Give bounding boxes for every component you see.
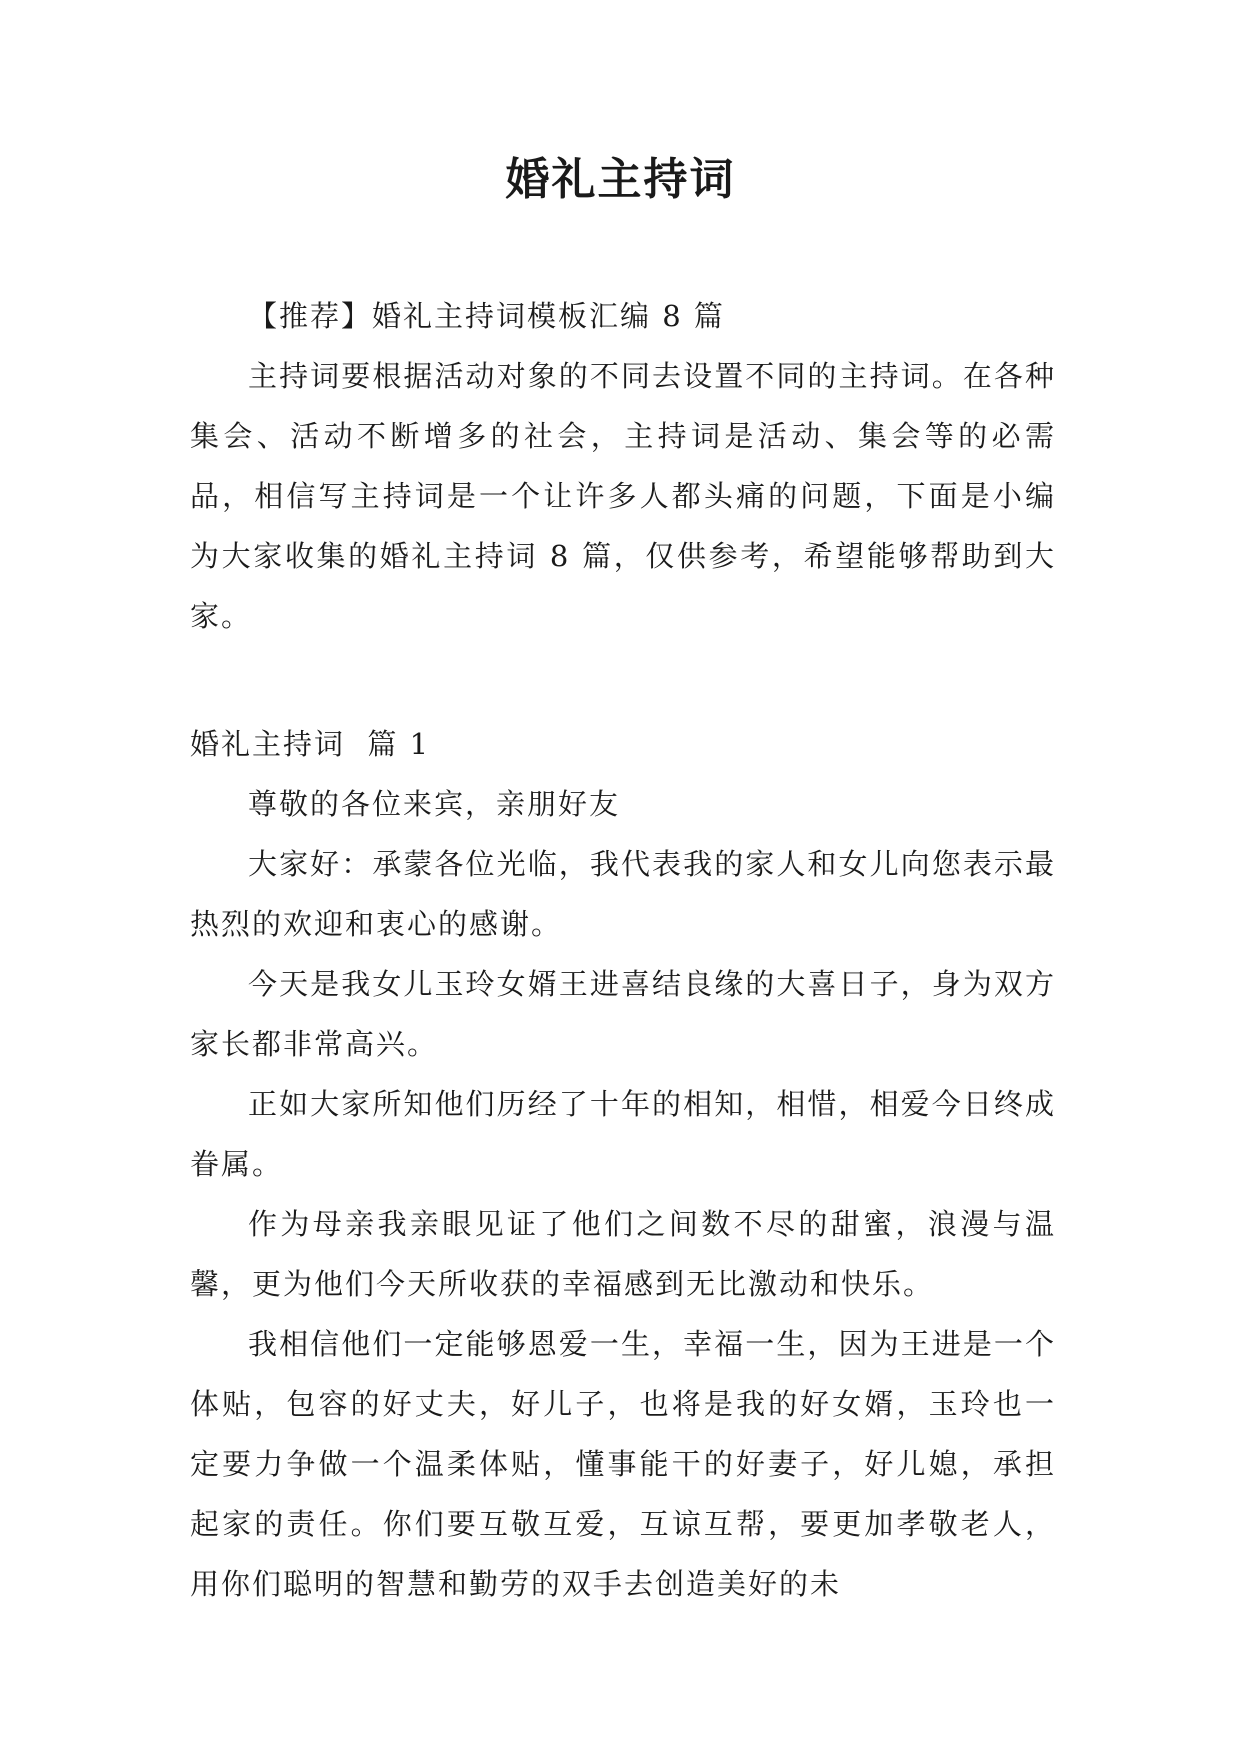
- body-paragraph: 正如大家所知他们历经了十年的相知，相惜，相爱今日终成眷属。: [190, 1087, 1056, 1181]
- document-body: [190, 286, 1056, 1614]
- intro-paragraph: 主持词要根据活动对象的不同去设置不同的主持词。在各种集会、活动不断增多的社会，主持词是活动、集会等的必需品，相信写主持词是一个让许多人都头痛的问题，下面是小编为大家收集的婚礼主持词 8 篇，仅供参考，希望能够帮助到大家。: [190, 359, 1056, 633]
- body-paragraph: 尊敬的各位来宾，亲朋好友: [248, 787, 621, 821]
- body-paragraph: 今天是我女儿玉玲女婿王进喜结良缘的大喜日子，身为双方家长都非常高兴。: [190, 967, 1056, 1061]
- body-paragraph: 大家好：承蒙各位光临，我代表我的家人和女儿向您表示最热烈的欢迎和衷心的感谢。: [190, 847, 1056, 941]
- body-paragraph: 作为母亲我亲眼见证了他们之间数不尽的甜蜜，浪漫与温馨，更为他们今天所收获的幸福感到无比激动和快乐。: [190, 1207, 1056, 1301]
- body-paragraph: 我相信他们一定能够恩爱一生，幸福一生，因为王进是一个体贴，包容的好丈夫，好儿子，也将是我的好女婿，玉玲也一定要力争做一个温柔体贴，懂事能干的好妻子，好儿媳，承担起家的责任。你们要互敬互爱，互谅互帮，要更加孝敬老人，用你们聪明的智慧和勤劳的双手去创造美好的未: [190, 1327, 1056, 1601]
- section-heading: 婚礼主持词 篇 1: [190, 727, 431, 761]
- recommend-line: 【推荐】婚礼主持词模板汇编 8 篇: [248, 299, 725, 333]
- section-spacer: [190, 646, 1056, 714]
- document-title: 婚礼主持词: [505, 154, 736, 205]
